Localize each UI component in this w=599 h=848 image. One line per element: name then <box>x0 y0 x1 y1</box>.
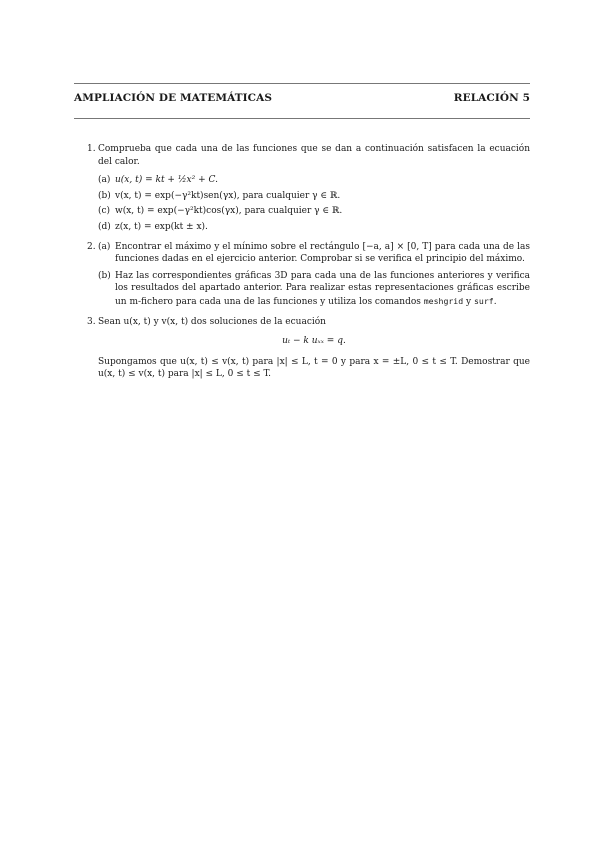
item-text-after: . <box>493 296 497 307</box>
function-list <box>98 174 530 233</box>
problem-number: 3. <box>87 316 96 327</box>
problem-intro: Sean u(x, t) y v(x, t) dos soluciones de la ecuación <box>98 316 326 327</box>
item-text-mid: y <box>463 296 474 307</box>
item-text: u(x, t) = kt + ½x² + C. <box>115 175 218 186</box>
problem-2 <box>74 241 530 309</box>
problem-1 <box>74 143 530 234</box>
list-item <box>98 221 530 234</box>
item-text: z(x, t) = exp(kt ± x). <box>115 221 208 232</box>
problem-number: 2. <box>87 241 96 252</box>
code-surf: surf <box>473 295 494 306</box>
item-text-before: Haz las correspondientes gráficas 3D para cada una de las funciones anteriores y verifica los resultados del apartado anterior. Para realizar estas representaciones gráficas escribe un m-fichero para cada una de las funciones y utiliza los comandos <box>115 270 530 307</box>
problem-statement: Supongamos que u(x, t) ≤ v(x, t) para |x| ≤ L, t = 0 y para x = ±L, 0 ≤ t ≤ T. Demostrar que u(x, t) ≤ v(x, t) para |x| ≤ L, 0 ≤ t ≤ T. <box>98 356 530 380</box>
header-rule-top <box>74 83 530 84</box>
item-text: Encontrar el máximo y el mínimo sobre el rectángulo [−a, a] × [0, T] para cada una de las funciones dadas en el ejercicio anterior. Comprobar si se verifica el principio del máximo. <box>115 241 530 265</box>
list-item <box>98 174 530 187</box>
problem-number: 1. <box>87 144 96 154</box>
problem-list <box>74 143 530 388</box>
item-label: (a) <box>98 241 111 252</box>
item-text: v(x, t) = exp(−γ²kt)sen(γx), para cualquier γ ∈ ℝ. <box>115 190 341 201</box>
problem-intro: Comprueba que cada una de las funciones que se dan a continuación satisfacen la ecuación del calor. <box>98 144 530 167</box>
problem-3 <box>74 316 530 381</box>
item-label: (b) <box>98 190 111 201</box>
item-label: (a) <box>98 175 111 186</box>
item-label: (b) <box>98 270 111 281</box>
course-title: AMPLIACIÓN DE MATEMÁTICAS <box>74 92 273 104</box>
list-item <box>98 205 530 218</box>
header-rule-bottom <box>74 118 530 119</box>
subproblem-b <box>98 270 530 309</box>
page-header <box>74 92 530 104</box>
list-item <box>98 190 530 203</box>
item-text: w(x, t) = exp(−γ²kt)cos(γx), para cualquier γ ∈ ℝ. <box>115 206 343 217</box>
item-label: (c) <box>98 206 111 217</box>
subproblem-a <box>98 241 530 266</box>
sheet-number: RELACIÓN 5 <box>453 92 530 104</box>
heat-equation: uₜ − k uₓₓ = q. <box>282 336 346 347</box>
code-meshgrid: meshgrid <box>423 295 464 306</box>
item-text <box>115 270 530 309</box>
item-label: (d) <box>98 221 111 232</box>
